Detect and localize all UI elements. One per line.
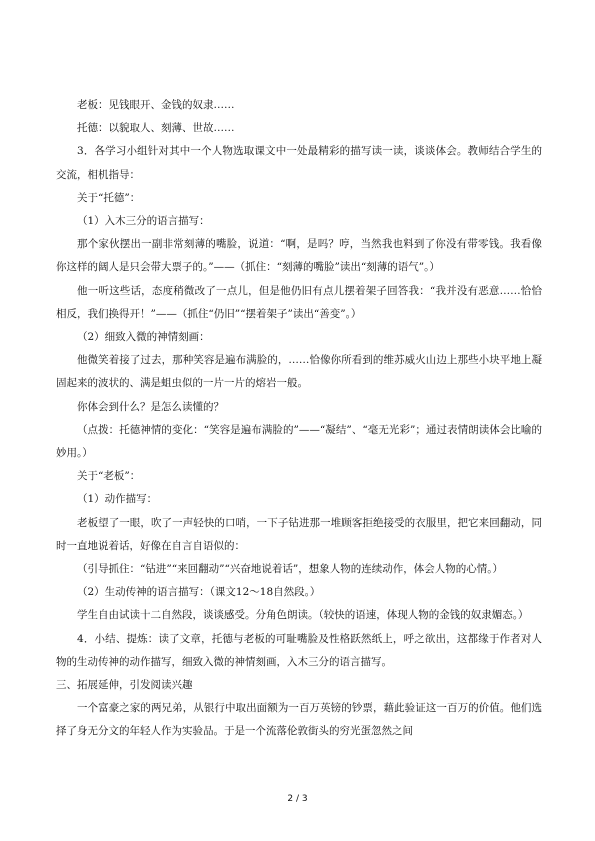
paragraph: 学生自由试读十二自然段，谈谈感受。分角色朗读。（较快的语速，体现人物的金钱的奴隶媚态。）	[77, 609, 529, 622]
document-body	[56, 94, 542, 744]
paragraph: 4．小结、提炼：读了文章，托德与老板的可耻嘴脸及性格跃然纸上，呼之欲出，这都缘于作者对人物的生动传神的动作描写，细致入微的神情刻画，入木三分的语言描写。	[56, 632, 542, 668]
paragraph: 老板望了一眼，吹了一声轻快的口哨，一下子钻进那一堆顾客拒绝接受的衣服里，把它来回翻动，同时一直地说着话，好像在自言自语似的：	[56, 516, 542, 552]
paragraph: 他一听这些话，态度稍微改了一点儿，但是他仍旧有点儿摆着架子回答我：“我并没有恶意……恰恰相反，我们换得开！”——（抓住“仍旧”“摆着架子”读出“善变”。）	[56, 284, 542, 320]
paragraph: 3．各学习小组针对其中一个人物选取课文中一处最精彩的描写读一读，谈谈体会。教师结合学生的交流，相机指导：	[56, 145, 542, 181]
paragraph: 你体会到什么？是怎么读懂的？	[77, 400, 224, 413]
paragraph: （引导抓住：“钻进”“来回翻动”“兴奋地说着话”，想象人物的连续动作，体会人物的心情。）	[77, 563, 503, 576]
paragraph: （点拨：托德神情的变化：“笑容是遍布满脸的”——“凝结”、“毫无光彩”；通过表情朗读体会比喻的妙用。）	[56, 423, 542, 460]
paragraph: 一个富豪之家的两兄弟，从银行中取出面额为一百万英镑的钞票，藉此验证这一百万的价值。他们选择了身无分文的年轻人作为实验品。于是一个流落伦敦街头的穷光蛋忽然之间	[56, 702, 542, 738]
paragraph: 关于“老板”：	[77, 470, 141, 483]
paragraph: 托德：以貌取人、刻薄、世故……	[77, 122, 235, 135]
section-heading: 三、拓展延伸，引发阅读兴趣	[56, 679, 193, 692]
paragraph: 那个家伙摆出一副非常刻薄的嘴脸，说道：“啊，是吗？哼，当然我也料到了你没有带零钱。我看像你这样的阔人是只会带大票子的。”——（抓住：“刻薄的嘴脸”读出“刻薄的语气”。）	[56, 238, 542, 274]
paragraph: 关于“托德”：	[77, 191, 141, 204]
paragraph: 老板：见钱眼开、金钱的奴隶……	[77, 99, 235, 111]
paragraph: （1）动作描写：	[77, 493, 158, 506]
paragraph: （2）细致入微的神情刻画：	[77, 331, 210, 344]
paragraph: 他微笑着接了过去，那种笑容是遍布满脸的，……恰像你所看到的维苏威火山边上那些小块平地上凝固起来的波状的、满是蛆虫似的一片一片的熔岩一般。	[56, 354, 542, 390]
paragraph: （1）入木三分的语言描写：	[77, 215, 210, 228]
paragraph: （2）生动传神的语言描写：（课文12～18自然段。）	[77, 586, 321, 599]
page-number: 2 / 3	[287, 794, 308, 804]
